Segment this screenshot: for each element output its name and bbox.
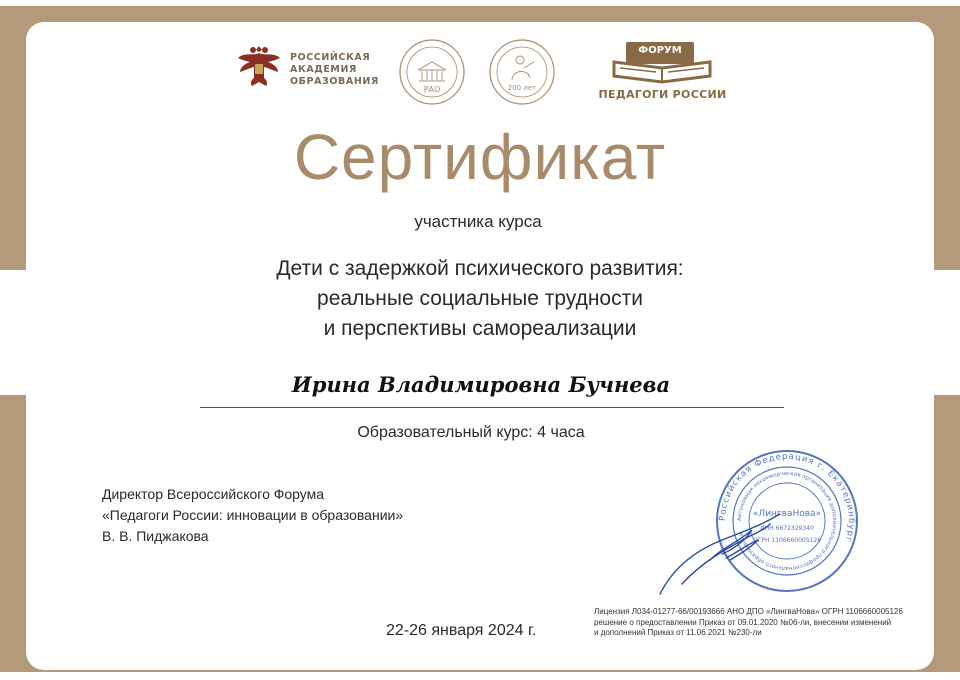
handwritten-signature — [652, 500, 792, 600]
license-info — [594, 607, 903, 639]
license-line: и дополнений Приказ от 11.06.2021 №230-ли — [594, 628, 762, 637]
forum-logo-label: ФОРУМ — [638, 45, 682, 56]
director-line: Директор Всероссийского Форума — [102, 486, 325, 502]
anniversary-round-seal — [488, 38, 556, 106]
participant-name: Ирина Владимировна Бучнева — [291, 372, 671, 397]
name-underline — [200, 407, 784, 408]
course-title — [0, 254, 960, 344]
course-title-line: Дети с задержкой психического развития: — [276, 257, 684, 280]
anniversary-seal-label: 200 лет — [507, 84, 537, 92]
rao-logo-line: ОБРАЗОВАНИЯ — [290, 76, 379, 87]
rao-logo-text — [290, 52, 379, 88]
course-hours: Образовательный курс: 4 часа — [357, 424, 585, 441]
rao-seal-label: РАО — [423, 85, 441, 94]
stamp-inn: ИНН 6672329340 — [760, 525, 814, 532]
stamp-outer-text: Российская Федерация г. Екатеринбург — [717, 451, 857, 544]
frame-top-strip — [0, 0, 960, 6]
certificate-subtitle: участника курса — [414, 212, 542, 231]
license-line: Лицензия Л034-01277-66/00193666 АНО ДПО «ЛингваНова» ОГРН 1106660005126 — [594, 607, 903, 616]
certificate-title: Сертификат — [293, 121, 667, 193]
director-signature-block — [102, 484, 403, 547]
course-title-line: реальные социальные трудности — [317, 287, 643, 310]
stamp-center-name: «ЛингваНова» — [752, 509, 822, 519]
course-title-line: и перспективы самореализации — [323, 317, 637, 340]
event-date: 22-26 января 2024 г. — [386, 622, 537, 639]
stamp-ogrn: ОГРН 1106660005126 — [752, 537, 822, 544]
eagle-emblem-icon — [234, 40, 284, 92]
rao-logo-line: АКАДЕМИЯ — [290, 64, 357, 75]
license-line: решение о предоставлении Приказ от 09.01.2020 №06-ли, внесении изменений — [594, 617, 892, 627]
rao-logo-line: РОССИЙСКАЯ — [290, 52, 371, 63]
frame-bottom-strip — [0, 672, 960, 680]
stamp-inner-text: Автономная некоммерческая организация дополнительного профессионального образования — [736, 470, 838, 572]
director-line: «Педагоги России: инновации в образовании» — [102, 507, 404, 523]
director-line: В. В. Пиджакова — [102, 528, 209, 544]
rao-round-seal — [398, 38, 466, 106]
forum-logo-subtitle: ПЕДАГОГИ РОССИИ — [598, 88, 727, 101]
